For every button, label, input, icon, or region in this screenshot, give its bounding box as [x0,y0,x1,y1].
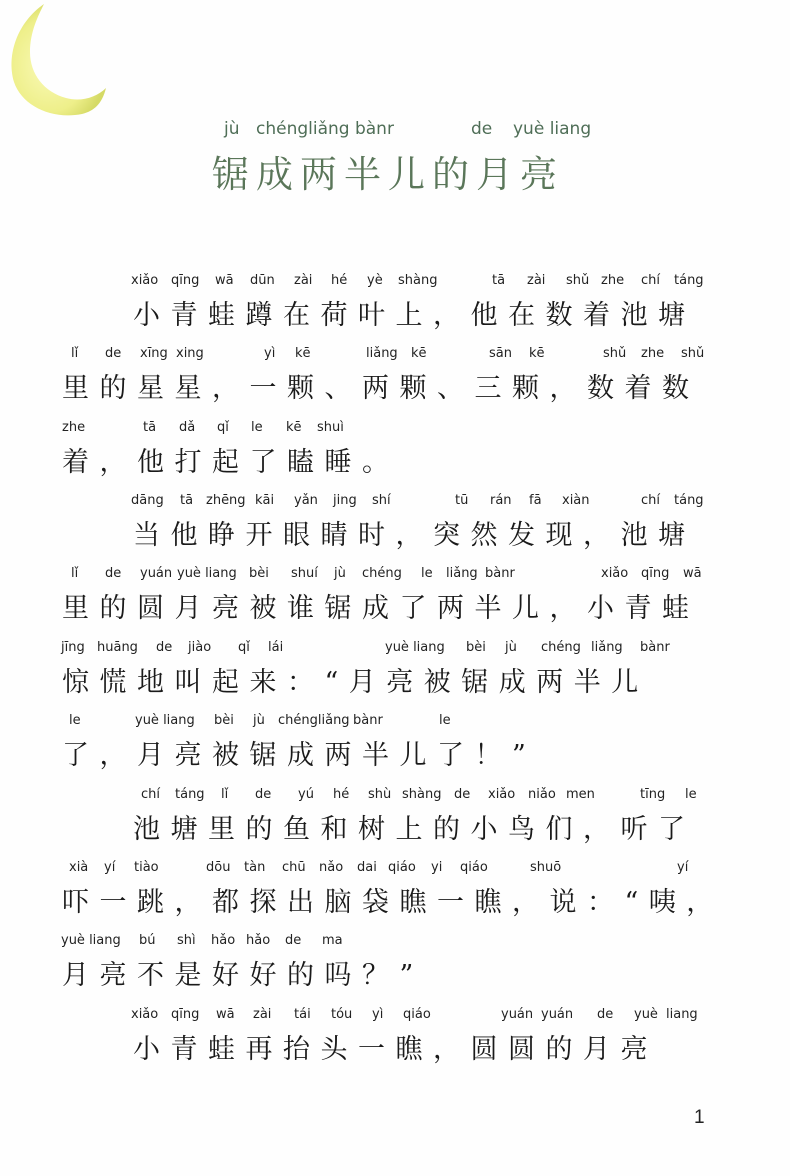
pinyin-syllable: shuì [317,420,344,435]
pinyin-syllable: kē [411,346,427,361]
hanzi-row: 了，月亮被锯成两半儿了！” [62,740,537,771]
pinyin-syllable: hé [333,787,350,802]
pinyin-syllable: táng [175,787,205,802]
pinyin-syllable: yuán [140,566,173,581]
pinyin-syllable: xiàn [562,493,590,508]
pinyin-row [0,713,790,731]
pinyin-syllable: wā [216,1007,235,1022]
pinyin-syllable: xiǎo [131,1007,159,1022]
pinyin-syllable: tā [492,273,506,288]
pinyin-syllable: qiáo [388,860,416,875]
pinyin-syllable: táng [674,493,704,508]
title-pinyin-syllable: de [471,119,493,139]
pinyin-syllable: jīng [61,640,85,655]
pinyin-syllable: qiáo [403,1007,431,1022]
pinyin-syllable: huāng [97,640,138,655]
pinyin-syllable: chí [641,493,660,508]
pinyin-syllable: yi [431,860,443,875]
pinyin-syllable: tū [455,493,469,508]
pinyin-syllable: de [454,787,471,802]
page-number: 1 [694,1107,705,1128]
pinyin-syllable: tiào [134,860,159,875]
pinyin-syllable: le [69,713,81,728]
pinyin-syllable: xiǎo [601,566,629,581]
pinyin-syllable: shì [177,933,196,948]
pinyin-syllable: bànr [485,566,515,581]
pinyin-syllable: de [105,346,122,361]
pinyin-syllable: shǔ [603,346,627,361]
pinyin-syllable: jiào [188,640,212,655]
pinyin-syllable: bèi [249,566,269,581]
pinyin-syllable: de [255,787,272,802]
pinyin-syllable: le [439,713,451,728]
pinyin-syllable: dǎ [179,420,196,435]
pinyin-syllable: yuè liang [61,933,121,948]
pinyin-syllable: kē [295,346,311,361]
pinyin-syllable: chí [141,787,160,802]
hanzi-row: 当他睁开眼睛时，突然发现，池塘 [133,520,696,551]
pinyin-syllable: zhe [601,273,625,288]
pinyin-syllable: qīng [171,1007,200,1022]
pinyin-syllable: lǐ [71,346,79,361]
pinyin-syllable: nǎo [319,860,344,875]
pinyin-syllable: tā [143,420,157,435]
pinyin-syllable: hǎo [211,933,236,948]
pinyin-syllable: zhe [62,420,86,435]
hanzi-row: 里的圆月亮被谁锯成了两半儿，小青蛙 [62,593,700,624]
pinyin-syllable: qīng [641,566,670,581]
pinyin-syllable: chéng [362,566,402,581]
pinyin-syllable: sān [489,346,512,361]
pinyin-syllable: xīng [140,346,168,361]
pinyin-syllable: tàn [244,860,266,875]
hanzi-row: 小青蛙蹲在荷叶上，他在数着池塘 [133,300,696,331]
pinyin-syllable: dāng [131,493,164,508]
pinyin-syllable: liǎng [446,566,478,581]
pinyin-syllable: wā [683,566,702,581]
title-pinyin-syllable: chéngliǎng bànr [256,119,394,139]
pinyin-syllable: bànr [640,640,670,655]
pinyin-syllable: bànr [353,713,383,728]
pinyin-syllable: yuè liang [135,713,195,728]
pinyin-syllable: niǎo [528,787,556,802]
pinyin-row [0,860,790,878]
pinyin-syllable: yuè liang [177,566,237,581]
pinyin-syllable: yuán [541,1007,574,1022]
pinyin-syllable: yú [298,787,314,802]
pinyin-syllable: bú [139,933,156,948]
pinyin-syllable: chéngliǎng [278,713,350,728]
pinyin-syllable: de [285,933,302,948]
hanzi-row: 里的星星，一颗、两颗、三颗，数着数 [62,373,700,404]
moon-illustration [0,0,120,130]
pinyin-syllable: le [251,420,263,435]
pinyin-syllable: jù [334,566,346,581]
pinyin-syllable: hǎo [246,933,271,948]
pinyin-syllable: dūn [250,273,275,288]
pinyin-syllable: zài [253,1007,272,1022]
pinyin-row [0,566,790,584]
pinyin-syllable: yuán [501,1007,534,1022]
pinyin-syllable: dōu [206,860,231,875]
pinyin-syllable: chū [282,860,306,875]
pinyin-syllable: jù [505,640,517,655]
hanzi-row: 小青蛙再抬头一瞧，圆圆的月亮 [133,1034,658,1065]
pinyin-syllable: chí [641,273,660,288]
pinyin-row [0,1007,790,1025]
pinyin-syllable: kē [286,420,302,435]
pinyin-syllable: de [597,1007,614,1022]
pinyin-syllable: fā [529,493,542,508]
pinyin-syllable: le [421,566,433,581]
pinyin-syllable: yè [367,273,383,288]
pinyin-syllable: yuè [634,1007,658,1022]
pinyin-syllable: le [685,787,697,802]
pinyin-syllable: ma [322,933,343,948]
pinyin-syllable: liǎng [366,346,398,361]
pinyin-syllable: lái [268,640,284,655]
pinyin-syllable: rán [490,493,512,508]
pinyin-row [0,420,790,438]
pinyin-syllable: xià [69,860,89,875]
pinyin-row [0,346,790,364]
pinyin-syllable: yí [104,860,116,875]
pinyin-syllable: men [566,787,595,802]
pinyin-syllable: qǐ [217,420,229,435]
pinyin-syllable: de [105,566,122,581]
pinyin-row [0,640,790,658]
pinyin-syllable: yì [264,346,276,361]
hanzi-row: 吓一跳，都探出脑袋瞧一瞧，说：“咦， [62,887,724,918]
pinyin-syllable: liǎng [591,640,623,655]
title-pinyin-syllable: jù [224,119,240,139]
pinyin-syllable: xiǎo [131,273,159,288]
pinyin-syllable: kāi [255,493,275,508]
pinyin-syllable: shù [368,787,392,802]
pinyin-syllable: dai [357,860,377,875]
pinyin-syllable: shàng [398,273,438,288]
pinyin-syllable: zhe [641,346,665,361]
pinyin-syllable: jing [333,493,357,508]
title-pinyin-syllable: yuè liang [513,119,592,139]
pinyin-syllable: hé [331,273,348,288]
pinyin-syllable: shǔ [566,273,590,288]
hanzi-row: 着，他打起了瞌睡。 [62,447,400,478]
pinyin-syllable: yǎn [294,493,318,508]
pinyin-syllable: wā [215,273,234,288]
hanzi-row: 惊慌地叫起来：“月亮被锯成两半儿 [62,667,649,698]
pinyin-syllable: shuō [530,860,562,875]
pinyin-syllable: qiáo [460,860,488,875]
pinyin-syllable: xing [176,346,204,361]
pinyin-syllable: shàng [402,787,442,802]
pinyin-syllable: zài [527,273,546,288]
pinyin-syllable: táng [674,273,704,288]
pinyin-syllable: jù [253,713,265,728]
pinyin-syllable: kē [529,346,545,361]
pinyin-syllable: tóu [331,1007,353,1022]
pinyin-row [0,493,790,511]
pinyin-syllable: xiǎo [488,787,516,802]
pinyin-syllable: yuè liang [385,640,445,655]
pinyin-syllable: shǔ [681,346,705,361]
pinyin-syllable: shí [372,493,391,508]
pinyin-row [0,787,790,805]
pinyin-syllable: zài [294,273,313,288]
pinyin-syllable: bèi [214,713,234,728]
pinyin-syllable: bèi [466,640,486,655]
pinyin-syllable: qǐ [238,640,250,655]
pinyin-syllable: tīng [640,787,666,802]
pinyin-syllable: chéng [541,640,581,655]
pinyin-syllable: de [156,640,173,655]
story-title: 锯成两半儿的月亮 [212,153,564,196]
pinyin-row [0,933,790,951]
pinyin-row [0,273,790,291]
pinyin-syllable: lǐ [71,566,79,581]
hanzi-row: 月亮不是好好的吗？” [62,960,424,991]
pinyin-syllable: zhēng [206,493,246,508]
pinyin-syllable: tā [180,493,194,508]
pinyin-syllable: lǐ [221,787,229,802]
hanzi-row: 池塘里的鱼和树上的小鸟们，听了 [133,814,696,845]
pinyin-syllable: qīng [171,273,200,288]
pinyin-syllable: yí [677,860,689,875]
pinyin-syllable: liang [666,1007,698,1022]
pinyin-syllable: shuí [291,566,318,581]
pinyin-syllable: tái [294,1007,311,1022]
pinyin-syllable: yì [372,1007,384,1022]
